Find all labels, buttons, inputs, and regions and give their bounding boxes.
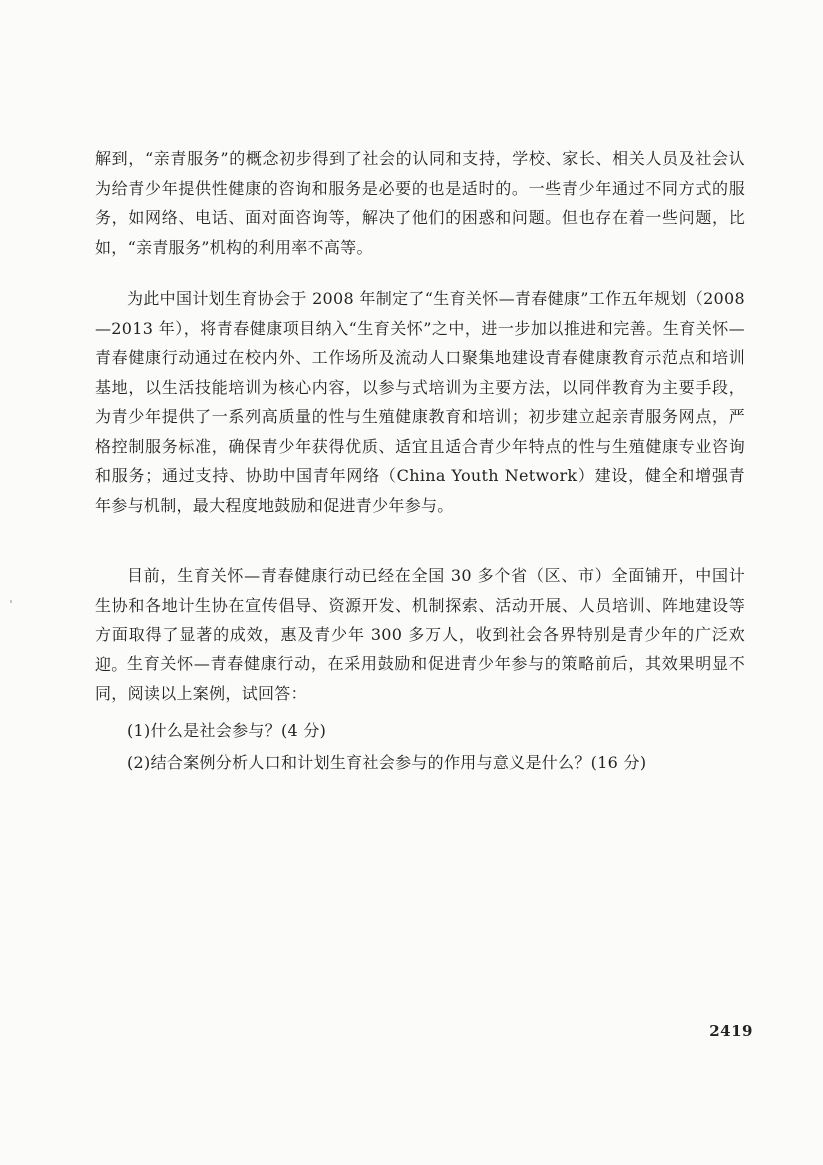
paragraph-continuation: 解到，“亲青服务”的概念初步得到了社会的认同和支持，学校、家长、相关人员及社会认为给青少年提供性健康的咨询和服务是必要的也是适时的。一些青少年通过不同方式的服务，如网络、电话、面对面咨询等，解决了他们的困惑和问题。但也存在着一些问题，比如，“亲青服务”机构的利用率不高等。 [95, 149, 745, 257]
paragraph-prompt: 生育关怀—青春健康行动，在采用鼓励和促进青少年参与的策略前后，其效果明显不同，阅读以上案例，试回答： [95, 654, 745, 703]
paragraph-plan: 为此中国计划生育协会于 2008 年制定了“生育关怀—青春健康”工作五年规划（2008—2013 年），将青春健康项目纳入“生育关怀”之中，进一步加以推进和完善。生育关怀—青春健康行动通过在校内外、工作场所及流动人口聚集地建设青春健康教育示范点和培训基地，以生活技能培训为核心内容，以参与式培训为主要方法，以同伴教育为主要手段，为青少年提供了一系列高质量的性与生殖健康教育和培训；初步建立起亲青服务网点，严格控制服务标准，确保青少年获得优质、适宜且适合青少年特点的性与生殖健康专业咨询和服务；通过支持、协助中国青年网络（China Youth Network）建设，健全和增强青年参与机制，最大程度地鼓励和促进青少年参与。 [95, 289, 745, 515]
paragraph-progress: 目前，生育关怀—青春健康行动已经在全国 30 多个省（区、市）全面铺开，中国计生协和各地计生协在宣传倡导、资源开发、机制探索、活动开展、人员培训、阵地建设等方面取得了显著的成效，惠及青少年 300 多万人，收到社会各界特别是青少年的广泛欢迎。 [95, 566, 745, 674]
scan-speck [10, 600, 12, 603]
question-1: (1)什么是社会参与？(4 分) [127, 721, 327, 740]
page-number: 2419 [709, 1022, 753, 1040]
question-2: (2)结合案例分析人口和计划生育社会参与的作用与意义是什么？(16 分) [127, 753, 647, 772]
